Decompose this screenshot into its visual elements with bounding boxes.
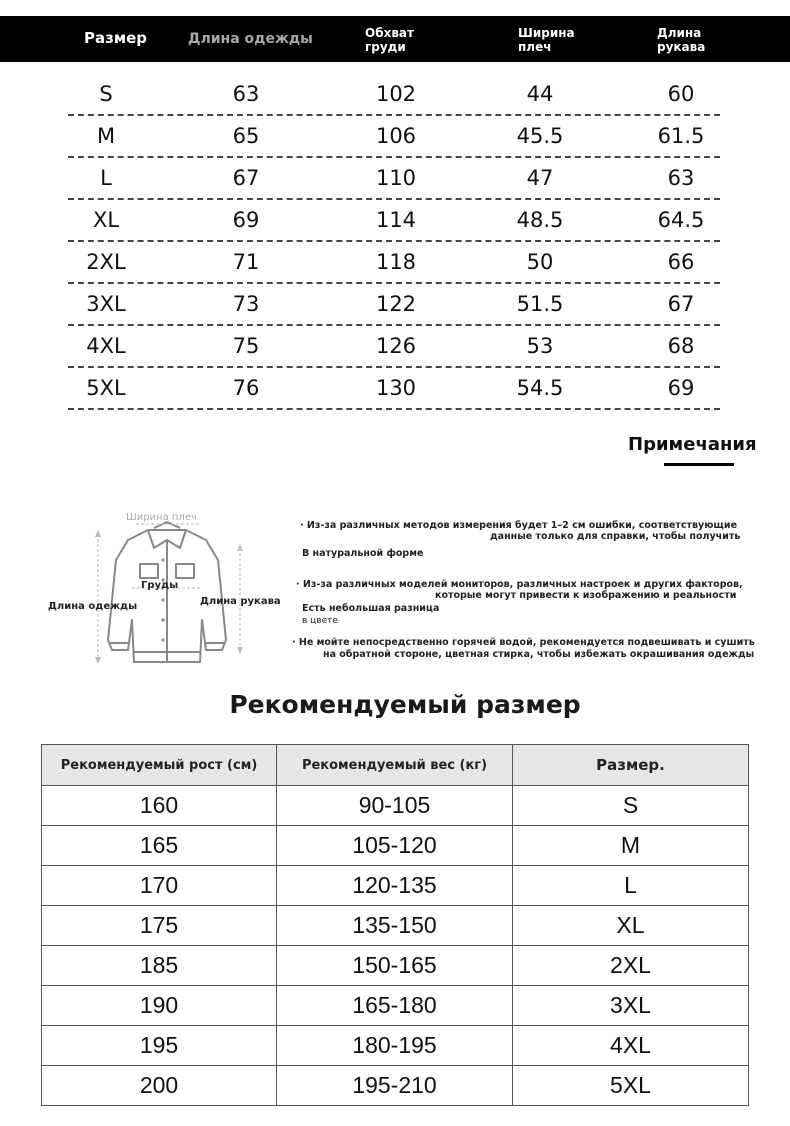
note-2-line-2: которые могут привести к изображению и реальности — [435, 590, 737, 601]
cell-weight: 90-105 — [277, 786, 513, 826]
cell-sleeve: 67 — [667, 292, 695, 316]
table-row — [42, 986, 749, 1026]
header-sleeve-line1: Длина — [657, 26, 702, 40]
size-row — [68, 156, 720, 200]
table-row — [42, 906, 749, 946]
cell-chest: 106 — [375, 124, 417, 148]
table-row — [42, 866, 749, 906]
cell-weight: 135-150 — [277, 906, 513, 946]
cell-chest: 114 — [375, 208, 417, 232]
notes-title: Примечания — [628, 434, 757, 455]
table-row — [42, 826, 749, 866]
size-row — [68, 282, 720, 326]
size-row — [68, 324, 720, 368]
cell-chest: 102 — [375, 82, 417, 106]
cell-length: 73 — [232, 292, 260, 316]
cell-shoulder: 53 — [526, 334, 554, 358]
table-row — [42, 1026, 749, 1066]
cell-weight: 195-210 — [277, 1066, 513, 1106]
header-length: Длина одежды — [188, 31, 313, 47]
cell-size: XL — [92, 208, 120, 232]
cell-shoulder: 54.5 — [516, 376, 564, 400]
notes-title-underline — [664, 463, 734, 466]
header-chest-line2: груди — [365, 40, 406, 54]
cell-height: 185 — [42, 946, 277, 986]
header-height: Рекомендуемый рост (см) — [42, 745, 277, 786]
header-shoulder-line1: Ширина — [518, 26, 575, 40]
cell-sleeve: 64.5 — [657, 208, 705, 232]
table-row — [42, 946, 749, 986]
diagram-label-chest: Груды — [141, 580, 179, 591]
header-rec-size: Размер. — [513, 745, 749, 786]
cell-chest: 118 — [375, 250, 417, 274]
cell-length: 65 — [232, 124, 260, 148]
note-2-line-4: в цвете — [302, 616, 338, 626]
cell-size: L — [100, 166, 112, 190]
cell-height: 170 — [42, 866, 277, 906]
header-chest — [365, 26, 435, 54]
size-row — [68, 72, 720, 116]
size-table-header — [0, 16, 790, 62]
diagram-label-length: Длина одежды — [48, 601, 138, 612]
cell-size: 2XL — [86, 250, 126, 274]
cell-size: 5XL — [86, 376, 126, 400]
recommended-header-row — [42, 745, 749, 786]
cell-shoulder: 44 — [526, 82, 554, 106]
table-row — [42, 1066, 749, 1106]
diagram-label-sleeve: Длина рукава — [200, 596, 281, 607]
cell-shoulder: 47 — [526, 166, 554, 190]
note-1-line-3: В натуральной форме — [302, 548, 424, 559]
cell-shoulder: 45.5 — [516, 124, 564, 148]
diagram-label-shoulder: Ширина плеч — [126, 512, 197, 523]
header-size: Размер — [84, 29, 148, 47]
cell-weight: 165-180 — [277, 986, 513, 1026]
header-sleeve-line2: рукава — [657, 40, 706, 54]
header-shoulder-line2: плеч — [518, 40, 552, 54]
cell-sleeve: 63 — [667, 166, 695, 190]
cell-rec-size: L — [513, 866, 749, 906]
cell-length: 71 — [232, 250, 260, 274]
cell-rec-size: 4XL — [513, 1026, 749, 1066]
recommended-table — [41, 744, 749, 1106]
cell-size: S — [99, 82, 113, 106]
cell-shoulder: 51.5 — [516, 292, 564, 316]
note-3-line-1: · Не мойте непосредственно горячей водой, рекомендуется подвешивать и сушить — [292, 637, 755, 648]
note-2-line-3: Есть небольшая разница — [302, 603, 440, 614]
cell-height: 175 — [42, 906, 277, 946]
cell-length: 75 — [232, 334, 260, 358]
cell-rec-size: 5XL — [513, 1066, 749, 1106]
size-row — [68, 366, 720, 410]
cell-height: 190 — [42, 986, 277, 1026]
cell-sleeve: 60 — [667, 82, 695, 106]
cell-rec-size: 3XL — [513, 986, 749, 1026]
cell-chest: 110 — [375, 166, 417, 190]
note-1-line-2: данные только для справки, чтобы получить — [490, 531, 741, 542]
cell-size: 3XL — [86, 292, 126, 316]
cell-sleeve: 66 — [667, 250, 695, 274]
cell-weight: 180-195 — [277, 1026, 513, 1066]
cell-rec-size: XL — [513, 906, 749, 946]
cell-chest: 130 — [375, 376, 417, 400]
cell-size: M — [96, 124, 116, 148]
cell-length: 69 — [232, 208, 260, 232]
table-row — [42, 786, 749, 826]
header-weight: Рекомендуемый вес (кг) — [277, 745, 513, 786]
cell-weight: 105-120 — [277, 826, 513, 866]
cell-sleeve: 68 — [667, 334, 695, 358]
jacket-diagram — [40, 500, 290, 680]
size-row — [68, 114, 720, 158]
cell-sleeve: 61.5 — [657, 124, 705, 148]
header-shoulder — [518, 26, 588, 54]
cell-rec-size: M — [513, 826, 749, 866]
cell-height: 200 — [42, 1066, 277, 1106]
note-2-line-1: · Из-за различных моделей мониторов, различных настроек и других факторов, — [296, 579, 743, 590]
cell-shoulder: 50 — [526, 250, 554, 274]
header-sleeve — [657, 26, 727, 54]
cell-chest: 126 — [375, 334, 417, 358]
note-3-line-2: на обратной стороне, цветная стирка, чтобы избежать окрашивания одежды — [323, 649, 755, 660]
size-row — [68, 240, 720, 284]
header-chest-line1: Обхват — [365, 26, 414, 40]
cell-height: 160 — [42, 786, 277, 826]
cell-weight: 120-135 — [277, 866, 513, 906]
cell-length: 63 — [232, 82, 260, 106]
cell-length: 67 — [232, 166, 260, 190]
cell-height: 195 — [42, 1026, 277, 1066]
cell-chest: 122 — [375, 292, 417, 316]
cell-shoulder: 48.5 — [516, 208, 564, 232]
cell-length: 76 — [232, 376, 260, 400]
note-1-line-1: · Из-за различных методов измерения будет 1–2 см ошибки, соответствующие — [300, 520, 738, 531]
cell-rec-size: S — [513, 786, 749, 826]
cell-height: 165 — [42, 826, 277, 866]
cell-sleeve: 69 — [667, 376, 695, 400]
recommended-title: Рекомендуемый размер — [229, 690, 581, 719]
cell-rec-size: 2XL — [513, 946, 749, 986]
cell-size: 4XL — [86, 334, 126, 358]
cell-weight: 150-165 — [277, 946, 513, 986]
size-row — [68, 198, 720, 242]
